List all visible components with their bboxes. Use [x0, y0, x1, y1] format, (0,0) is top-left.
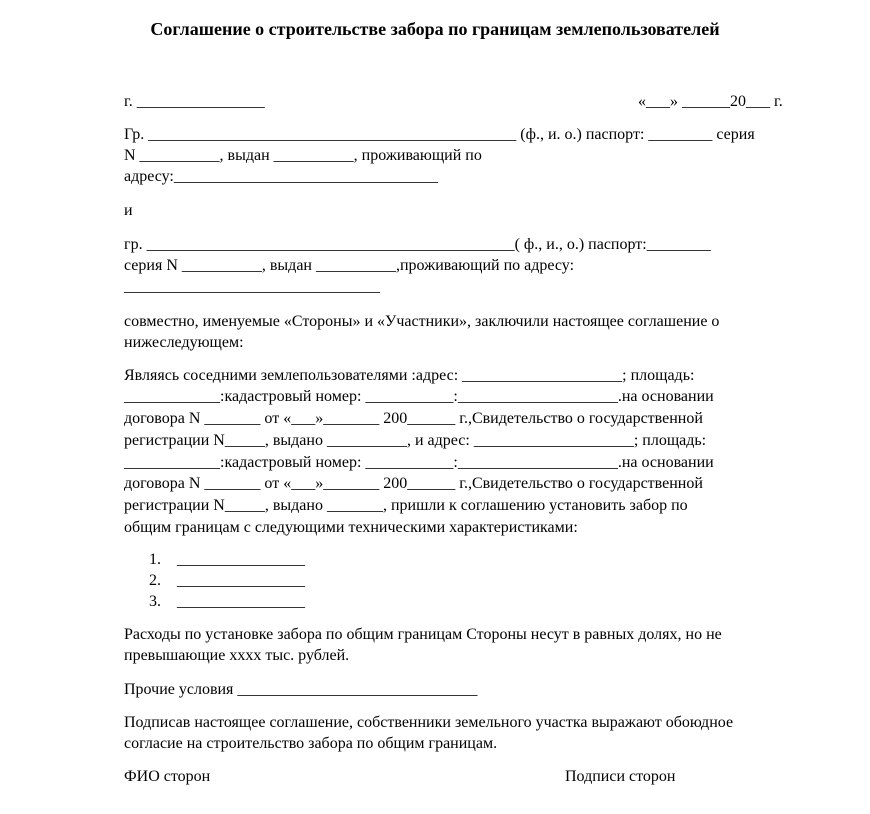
main-line-1: Являясь соседними землепользователями :адрес: ____________________; площадь: [124, 367, 695, 384]
party1-line-3: адресу:_________________________________ [124, 168, 438, 185]
date-line: «___» ______20___ г. [638, 93, 783, 110]
list-item-2-blank: ________________ [177, 572, 305, 589]
party1-line-1: Гр. ______________________________________________ (ф., и. о.) паспорт: ________ серия [124, 126, 755, 143]
document-title: Соглашение о строительстве забора по границам землепользователей [150, 19, 720, 39]
main-line-3: договора N _______ от «___»_______ 200______ г.,Свидетельство о государственной [124, 410, 703, 427]
signing-line-1: Подписав настоящее соглашение, собственники земельного участка выражают обоюдное [124, 714, 734, 731]
list-item-3-number: 3. [149, 593, 161, 610]
list-item-1-blank: ________________ [177, 551, 305, 568]
party2-line-2: серия N __________, выдан __________,проживающий по адресу: [124, 257, 575, 274]
main-line-7: регистрации N_____, выдано _______, пришли к соглашению установить забор по [124, 497, 688, 514]
main-line-5: ____________:кадастровый номер: ___________:____________________.на основании [124, 454, 714, 471]
party2-line-1: гр. ______________________________________________( ф., и., о.) паспорт:________ [124, 236, 711, 253]
intro-line-2: нижеследующем: [124, 334, 244, 351]
main-line-8: общим границам с следующими техническими характеристиками: [124, 519, 578, 536]
conjunction-and: и [124, 202, 133, 219]
signing-line-2: согласие на строительство забора по общим границам. [124, 735, 498, 752]
other-terms-line: Прочие условия ______________________________ [124, 681, 478, 698]
fio-label: ФИО сторон [124, 768, 211, 785]
list-item-2-number: 2. [149, 572, 161, 589]
party1-line-2: N __________, выдан __________, проживающий по [124, 147, 482, 164]
expenses-line-2: превышающие хххх тыс. рублей. [124, 647, 350, 664]
signatures-label: Подписи сторон [565, 768, 676, 785]
list-item-1-number: 1. [149, 551, 161, 568]
main-line-6: договора N _______ от «___»_______ 200______ г.,Свидетельство о государственной [124, 475, 703, 492]
city-line: г. ________________ [124, 93, 265, 110]
expenses-line-1: Расходы по установке забора по общим границам Стороны несут в равных долях, но не [124, 626, 722, 643]
party2-line-3: ________________________________ [124, 278, 380, 295]
main-line-2: ____________:кадастровый номер: ___________:____________________.на основании [124, 388, 714, 405]
list-item-3-blank: ________________ [177, 593, 305, 610]
intro-line-1: совместно, именуемые «Стороны» и «Участники», заключили настоящее соглашение о [124, 313, 720, 330]
main-line-4: регистрации N_____, выдано __________, и адрес: ____________________; площадь: [124, 432, 707, 449]
